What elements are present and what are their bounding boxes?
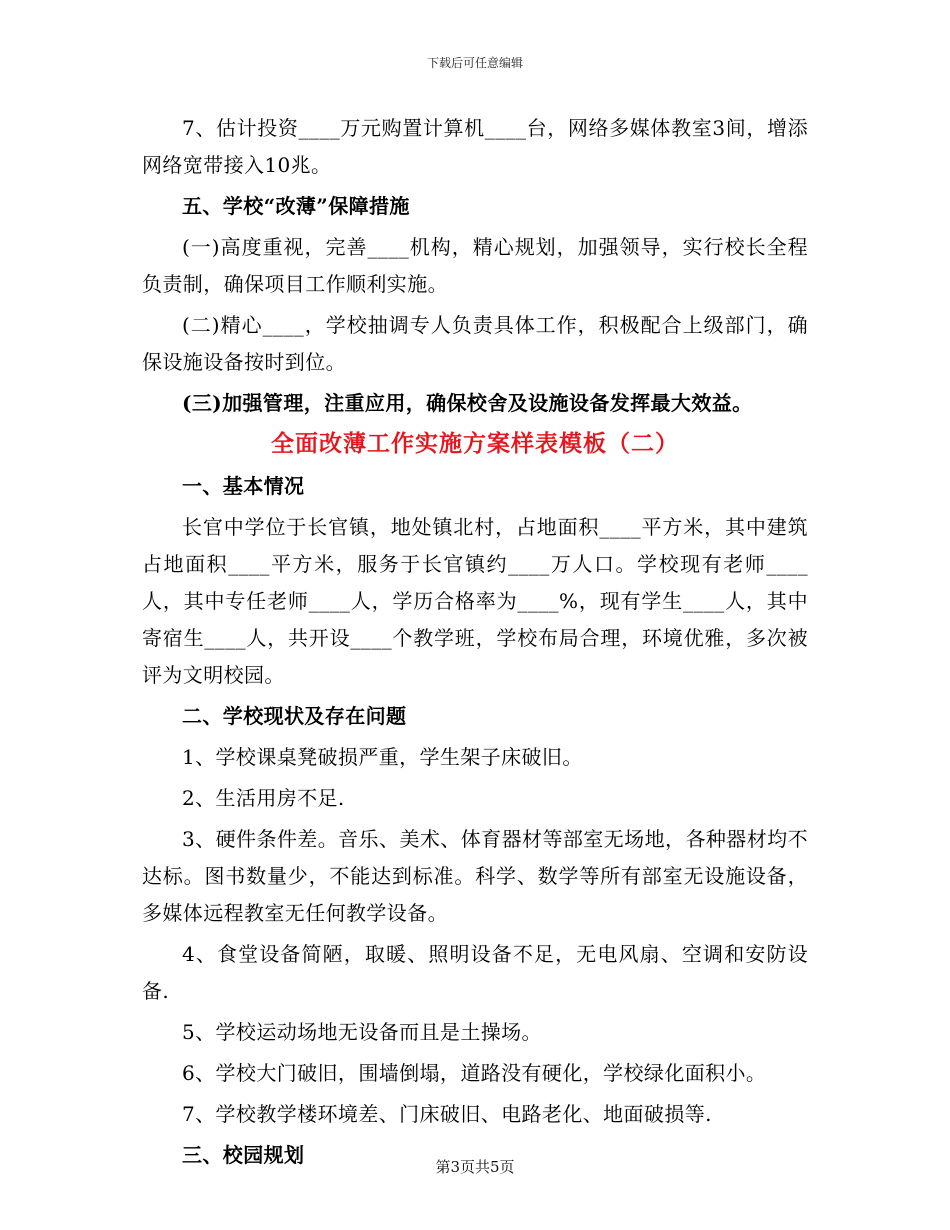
- issue-item: 5、学校运动场地无设备而且是土操场。: [182, 1020, 542, 1044]
- header-note: 下载后可任意编辑: [426, 56, 523, 70]
- plan-item-7: 7、估计投资____万元购置计算机____台，网络多媒体教室3间，增添网络宽带接入10兆。: [142, 116, 808, 177]
- page-number: 第3页共5页: [435, 1158, 515, 1176]
- measure-3: (三)加强管理，注重应用，确保校舍及设施设备发挥最大效益。: [182, 391, 753, 415]
- measure-1: (一)高度重视，完善____机构，精心规划，加强领导，实行校长全程负责制，确保项目工作顺利实施。: [142, 235, 808, 296]
- document-title: 全面改薄工作实施方案样表模板（二）: [271, 430, 679, 457]
- section-heading-basic: 一、基本情况: [182, 474, 305, 498]
- issue-item: 1、学校课桌凳破损严重，学生架子床破旧。: [182, 745, 583, 769]
- issue-item: 4、食堂设备简陋，取暖、照明设备不足，无电风扇、空调和安防设备.: [142, 942, 808, 1003]
- issue-item: 3、硬件条件差。音乐、美术、体育器材等部室无场地，各种器材均不达标。图书数量少，不能达到标准。科学、数学等所有部室无设施设备，多媒体远程教室无任何教学设备。: [142, 827, 808, 925]
- document-body: [142, 110, 808, 1174]
- measure-2: (二)精心____，学校抽调专人负责具体工作，积极配合上级部门，确保设施设备按时到位。: [142, 313, 808, 374]
- issue-item: 6、学校大门破旧，围墙倒塌，道路没有硬化，学校绿化面积小。: [182, 1061, 767, 1085]
- section-heading-issues: 二、学校现状及存在问题: [182, 704, 407, 728]
- basic-info-paragraph: 长官中学位于长官镇，地处镇北村，占地面积____平方米，其中建筑占地面积____平方米，服务于长官镇约____万人口。学校现有老师____人，其中专任老师____人，学历合格率为____%，现有学生____人，其中寄宿生____人，共开设____个教学班，学校布局合理，环境优雅，多次被评为文明校园。: [142, 515, 808, 687]
- issue-item: 7、学校教学楼环境差、门床破旧、电路老化、地面破损等.: [182, 1102, 712, 1126]
- section-heading-planning: 三、校园规划: [182, 1143, 305, 1167]
- issue-item: 2、生活用房不足.: [182, 786, 345, 810]
- section-heading-safeguards: 五、学校“改薄”保障措施: [182, 194, 410, 218]
